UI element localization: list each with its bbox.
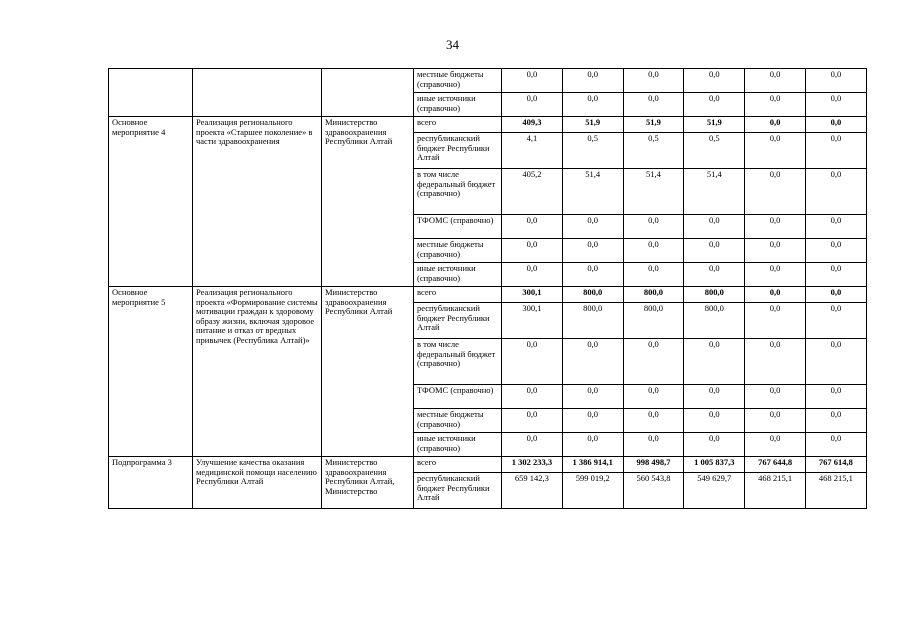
amount-cell: 0,0 (745, 239, 806, 263)
amount-cell: 0,0 (805, 263, 866, 287)
funding-source-cell: в том числе федеральный бюджет (справочно) (414, 169, 502, 215)
funding-source-cell: республиканский бюджет Республики Алтай (414, 303, 502, 339)
amount-cell: 0,0 (562, 385, 623, 409)
amount-cell: 468 215,1 (745, 473, 806, 509)
amount-cell: 800,0 (684, 303, 745, 339)
funding-source-cell: в том числе федеральный бюджет (справочно) (414, 339, 502, 385)
amount-cell: 0,0 (562, 215, 623, 239)
amount-cell: 0,0 (684, 215, 745, 239)
amount-cell: 0,0 (684, 93, 745, 117)
amount-cell: 0,0 (502, 339, 563, 385)
group-executor-cell (322, 69, 414, 117)
funding-source-cell: ТФОМС (справочно) (414, 215, 502, 239)
page-number: 34 (446, 37, 459, 52)
amount-cell: 0,0 (502, 69, 563, 93)
amount-cell: 1 005 837,3 (684, 457, 745, 473)
amount-cell: 0,5 (684, 133, 745, 169)
amount-cell: 0,0 (745, 433, 806, 457)
group-name-cell: Основное мероприятие 4 (109, 117, 193, 287)
funding-source-cell: республиканский бюджет Республики Алтай (414, 473, 502, 509)
amount-cell: 0,0 (745, 339, 806, 385)
amount-cell: 0,0 (623, 69, 684, 93)
group-executor-cell: Министерство здравоохранения Республики Алтай (322, 117, 414, 287)
amount-cell: 0,0 (805, 339, 866, 385)
amount-cell: 0,0 (623, 215, 684, 239)
amount-cell: 4,1 (502, 133, 563, 169)
amount-cell: 800,0 (623, 287, 684, 303)
amount-cell: 0,0 (562, 239, 623, 263)
amount-cell: 0,0 (745, 263, 806, 287)
amount-cell: 767 644,8 (745, 457, 806, 473)
group-name-cell: Основное мероприятие 5 (109, 287, 193, 457)
amount-cell: 0,0 (805, 287, 866, 303)
amount-cell: 51,4 (684, 169, 745, 215)
funding-source-cell: всего (414, 287, 502, 303)
amount-cell: 0,0 (502, 239, 563, 263)
amount-cell: 51,4 (623, 169, 684, 215)
amount-cell: 0,0 (805, 69, 866, 93)
group-name-cell: Подпрограмма 3 (109, 457, 193, 509)
amount-cell: 0,0 (745, 303, 806, 339)
amount-cell: 0,5 (623, 133, 684, 169)
budget-table (108, 68, 867, 509)
group-title-cell (193, 69, 322, 117)
amount-cell: 0,0 (805, 409, 866, 433)
group-executor-cell: Министерство здравоохранения Республики Алтай (322, 287, 414, 457)
amount-cell: 0,0 (502, 263, 563, 287)
amount-cell: 800,0 (684, 287, 745, 303)
amount-cell: 0,0 (745, 169, 806, 215)
amount-cell: 0,0 (805, 239, 866, 263)
amount-cell: 0,0 (562, 339, 623, 385)
amount-cell: 659 142,3 (502, 473, 563, 509)
amount-cell: 0,0 (805, 433, 866, 457)
amount-cell: 300,1 (502, 287, 563, 303)
group-title-cell: Реализация регионального проекта «Старшее поколение» в части здравоохранения (193, 117, 322, 287)
amount-cell: 0,0 (745, 409, 806, 433)
amount-cell: 0,0 (745, 133, 806, 169)
amount-cell: 405,2 (502, 169, 563, 215)
table-row (109, 69, 867, 93)
amount-cell: 1 386 914,1 (562, 457, 623, 473)
amount-cell: 0,0 (623, 93, 684, 117)
amount-cell: 0,0 (623, 263, 684, 287)
amount-cell: 560 543,8 (623, 473, 684, 509)
amount-cell: 0,0 (684, 409, 745, 433)
amount-cell: 0,0 (562, 433, 623, 457)
table-row (109, 457, 867, 473)
amount-cell: 0,0 (562, 93, 623, 117)
funding-source-cell: республиканский бюджет Республики Алтай (414, 133, 502, 169)
group-title-cell: Улучшение качества оказания медицинской помощи населению Республики Алтай (193, 457, 322, 509)
amount-cell: 0,0 (502, 215, 563, 239)
amount-cell: 549 629,7 (684, 473, 745, 509)
amount-cell: 468 215,1 (805, 473, 866, 509)
funding-source-cell: местные бюджеты (справочно) (414, 69, 502, 93)
amount-cell: 800,0 (562, 287, 623, 303)
amount-cell: 51,9 (562, 117, 623, 133)
amount-cell: 0,0 (745, 287, 806, 303)
amount-cell: 998 498,7 (623, 457, 684, 473)
amount-cell: 0,0 (805, 117, 866, 133)
amount-cell: 51,9 (684, 117, 745, 133)
amount-cell: 0,0 (502, 385, 563, 409)
funding-source-cell: иные источники (справочно) (414, 433, 502, 457)
amount-cell: 0,0 (684, 239, 745, 263)
funding-source-cell: всего (414, 117, 502, 133)
amount-cell: 0,0 (805, 169, 866, 215)
amount-cell: 0,0 (805, 93, 866, 117)
amount-cell: 0,0 (745, 215, 806, 239)
amount-cell: 0,0 (684, 263, 745, 287)
amount-cell: 0,0 (805, 385, 866, 409)
amount-cell: 0,0 (623, 339, 684, 385)
amount-cell: 0,0 (562, 69, 623, 93)
amount-cell: 0,0 (623, 385, 684, 409)
amount-cell: 0,0 (562, 409, 623, 433)
amount-cell: 800,0 (562, 303, 623, 339)
amount-cell: 0,0 (684, 385, 745, 409)
amount-cell: 0,0 (684, 433, 745, 457)
amount-cell: 0,5 (562, 133, 623, 169)
amount-cell: 0,0 (745, 385, 806, 409)
amount-cell: 0,0 (684, 339, 745, 385)
amount-cell: 0,0 (805, 215, 866, 239)
table-row (109, 117, 867, 133)
amount-cell: 767 614,8 (805, 457, 866, 473)
amount-cell: 0,0 (502, 93, 563, 117)
amount-cell: 51,9 (623, 117, 684, 133)
amount-cell: 51,4 (562, 169, 623, 215)
funding-source-cell: иные источники (справочно) (414, 93, 502, 117)
amount-cell: 409,3 (502, 117, 563, 133)
amount-cell: 0,0 (623, 433, 684, 457)
amount-cell: 0,0 (745, 93, 806, 117)
amount-cell: 0,0 (502, 433, 563, 457)
amount-cell: 0,0 (623, 239, 684, 263)
amount-cell: 599 019,2 (562, 473, 623, 509)
funding-source-cell: иные источники (справочно) (414, 263, 502, 287)
amount-cell: 0,0 (745, 117, 806, 133)
funding-source-cell: всего (414, 457, 502, 473)
table-row (109, 287, 867, 303)
amount-cell: 0,0 (805, 133, 866, 169)
amount-cell: 0,0 (745, 69, 806, 93)
amount-cell: 800,0 (623, 303, 684, 339)
group-title-cell: Реализация регионального проекта «Формирование системы мотивации граждан к здоровому образу жизни, включая здоровое питание и отказ от вредных привычек (Республика Алтай)» (193, 287, 322, 457)
amount-cell: 0,0 (805, 303, 866, 339)
funding-source-cell: ТФОМС (справочно) (414, 385, 502, 409)
group-name-cell (109, 69, 193, 117)
amount-cell: 300,1 (502, 303, 563, 339)
amount-cell: 0,0 (684, 69, 745, 93)
funding-source-cell: местные бюджеты (справочно) (414, 239, 502, 263)
amount-cell: 0,0 (562, 263, 623, 287)
group-executor-cell: Министерство здравоохранения Республики Алтай, Министерство (322, 457, 414, 509)
amount-cell: 0,0 (623, 409, 684, 433)
amount-cell: 1 302 233,3 (502, 457, 563, 473)
funding-source-cell: местные бюджеты (справочно) (414, 409, 502, 433)
amount-cell: 0,0 (502, 409, 563, 433)
